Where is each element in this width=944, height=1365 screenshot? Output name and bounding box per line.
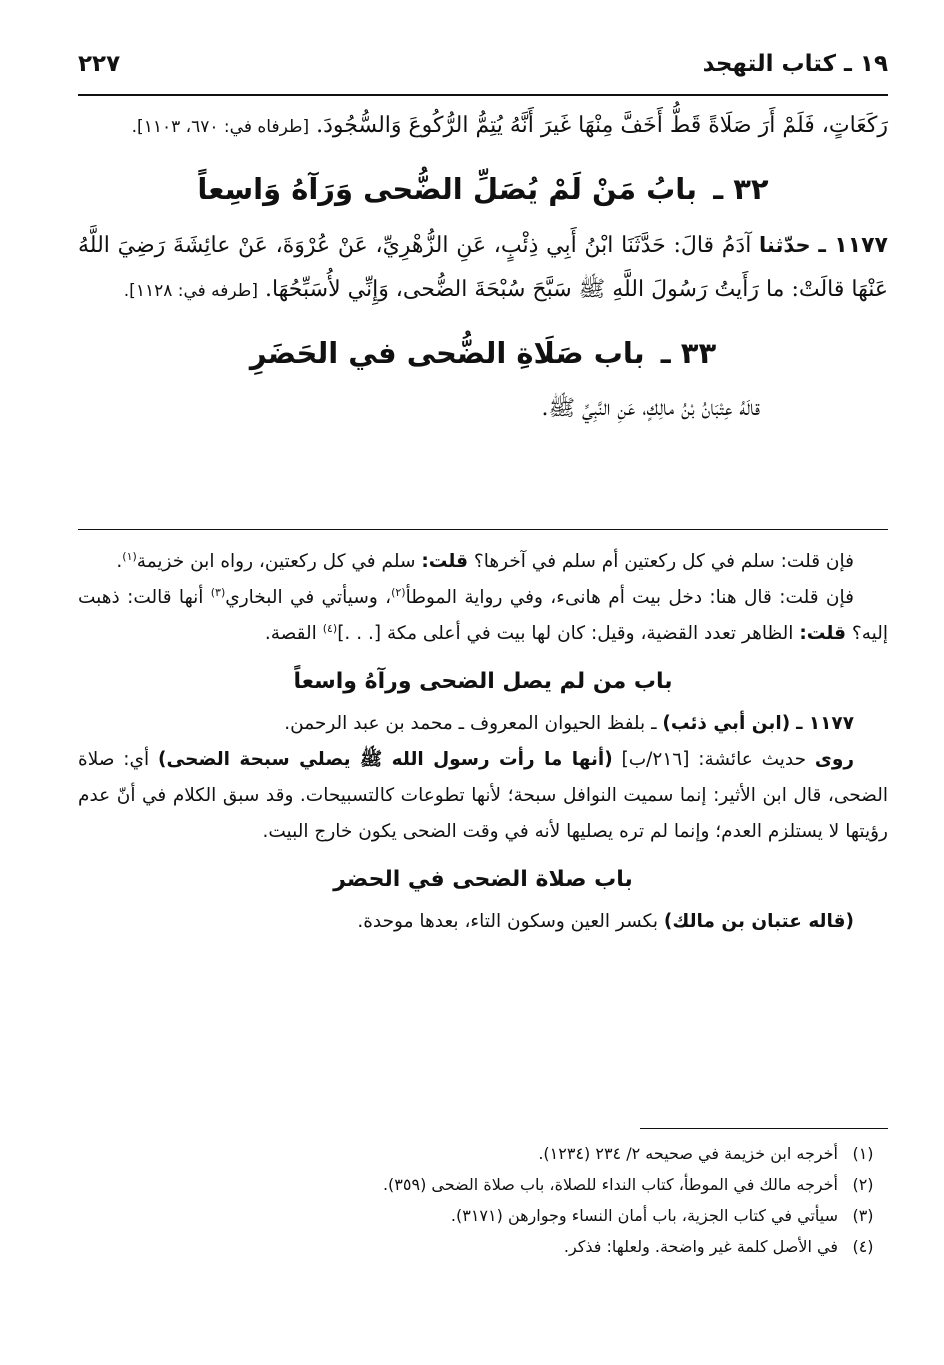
running-header [78, 44, 888, 84]
footnote-number: (١) [852, 1144, 874, 1163]
commentary-keyword: (أنها ما رأت رسول الله ﷺ يصلي سبحة الضحى) [157, 749, 613, 770]
commentary-text: القصة. [264, 623, 323, 644]
chapter-heading-32 [78, 161, 888, 217]
footnote-marker: (٣) [210, 585, 226, 599]
commentary-paragraph [78, 580, 888, 652]
hadith-1177 [78, 223, 888, 313]
hadith-narration-keyword: حدّثنا [759, 233, 811, 257]
footnote-marker: (٢) [391, 585, 406, 599]
chapter-heading-33 [78, 325, 888, 381]
commentary-text: سلم في كل ركعتين، رواه ابن خزيمة [136, 551, 416, 572]
commentary-keyword: قلت: [421, 551, 469, 572]
hadith-number: ١١٧٧ ـ [818, 233, 888, 258]
commentary-keyword: (ابن أبي ذئب) [662, 713, 791, 734]
hadith-continuation [78, 104, 888, 149]
commentary-paragraph [78, 904, 888, 940]
commentary-text: أنها قالت: ذهبت إليه؟ [78, 587, 888, 644]
footnote-marker: (١) [122, 549, 137, 563]
commentary-text: الظاهر تعدد القضية، وقيل: كان لها بيت في أعلى مكة [. . .] [337, 623, 794, 644]
hadith-text-section [78, 104, 888, 431]
page-number: ٢٢٧ [78, 51, 121, 77]
footnote-text: أخرجه ابن خزيمة في صحيحه ٢/ ٢٣٤ (١٢٣٤). [538, 1144, 838, 1163]
commentary-keyword: روى [814, 749, 854, 770]
footnote-number: (٣) [852, 1206, 874, 1225]
commentary-text: بكسر العين وسكون التاء، بعدها موحدة. [357, 911, 658, 932]
commentary-paragraph [78, 706, 888, 742]
footnote-text: في الأصل كلمة غير واضحة. ولعلها: فذكر. [563, 1237, 838, 1256]
section-divider [78, 529, 888, 530]
commentary-paragraph [78, 742, 888, 850]
footnote-marker: (٤) [322, 621, 338, 635]
commentary-keyword: (قاله عتبان بن مالك) [663, 911, 854, 932]
commentary-paragraph [78, 544, 888, 580]
footnotes [78, 1138, 888, 1262]
heading-number: ٣٢ ـ [713, 172, 769, 206]
footnote [78, 1169, 888, 1200]
commentary-keyword: قلت: [799, 623, 846, 644]
hadith-continuation-text: رَكَعَاتٍ، فَلَمْ أَرَ صَلَاةً قَطُّ أَخَفَّ مِنْهَا غَيرَ أَنَّهُ يُتِمُّ الرُّكُوعَ وَالسُّجُودَ. [316, 113, 888, 138]
footnote-text: سيأتي في كتاب الجزية، باب أمان النساء وجوارهن (٣١٧١). [450, 1206, 838, 1225]
footnote [78, 1200, 888, 1231]
header-rule [78, 94, 888, 96]
commentary-text: أي: صلاة الضحى، قال ابن الأثير: إنما سميت النوافل سبحة؛ لأنها تطوعات كالتسبيحات. وقد سبق الكلام في أنّ عدم رؤيتها لا يستلزم العدم؛ وإنما لم تره يصليها لأنه في وقت الضحى يكون خارج البيت. [78, 749, 888, 842]
commentary-section [78, 544, 888, 940]
commentary-text: ـ بلفظ الحيوان المعروف ـ محمد بن عبد الرحمن. [284, 713, 657, 734]
commentary-subheading: باب صلاة الضحى في الحضر [333, 867, 633, 892]
footnote-rule [640, 1128, 888, 1129]
hadith-number: ١١٧٧ ـ [796, 713, 854, 734]
cross-reference: [طرفاه في: ٦٧٠، ١١٠٣]. [131, 117, 310, 137]
footnote-text: أخرجه مالك في الموطأ، كتاب النداء للصلاة، باب صلاة الضحى (٣٥٩). [382, 1175, 838, 1194]
footnote [78, 1231, 888, 1262]
footnote-number: (٢) [852, 1175, 874, 1194]
chapter-quote: قالَهُ عِتْبَانُ بْنُ مالِكٍ، عَنِ النَّبِيِّ ﷺ. [541, 396, 760, 421]
heading-title: باب صَلَاةِ الضُّحى في الحَضَرِ [249, 336, 645, 370]
commentary-text: حديث عائشة: [٢١٦/ب] [621, 749, 807, 770]
heading-title: بابُ مَنْ لَمْ يُصَلِّ الضُّحى وَرَآهُ وَاسِعاً [197, 172, 698, 206]
commentary-text: ، وسيأتي في البخاري [225, 587, 392, 608]
heading-number: ٣٣ ـ [660, 336, 717, 370]
cross-reference: [طرفه في: ١١٢٨]. [123, 281, 258, 301]
commentary-text: فإن قلت: سلم في كل ركعتين أم سلم في آخرها؟ [473, 551, 854, 572]
chapter-title: ١٩ ـ كتاب التهجد [702, 51, 888, 77]
footnote [78, 1138, 888, 1169]
footnote-number: (٤) [852, 1237, 874, 1256]
hadith-text: آدَمُ قالَ: حَدَّثَنَا ابْنُ أَبِي ذِئْبٍ، عَنِ الزُّهْرِيِّ، عَنْ عُرْوَةَ، عَنْ عائِشَةَ رَضِيَ اللَّهُ عَنْهَا قالَتْ: ما رَأَيتُ رَسُولَ اللَّهِ ﷺ سَبَّحَ سُبْحَةَ الضُّحى، وَإِنِّي لأُسَبِّحُهَا. [78, 233, 888, 302]
commentary-text: . [116, 551, 123, 572]
commentary-subheading: باب من لم يصل الضحى ورآهُ واسعاً [293, 669, 673, 694]
commentary-text: فإن قلت: قال هنا: دخل بيت أم هانىء، وفي رواية الموطأ [405, 587, 855, 608]
